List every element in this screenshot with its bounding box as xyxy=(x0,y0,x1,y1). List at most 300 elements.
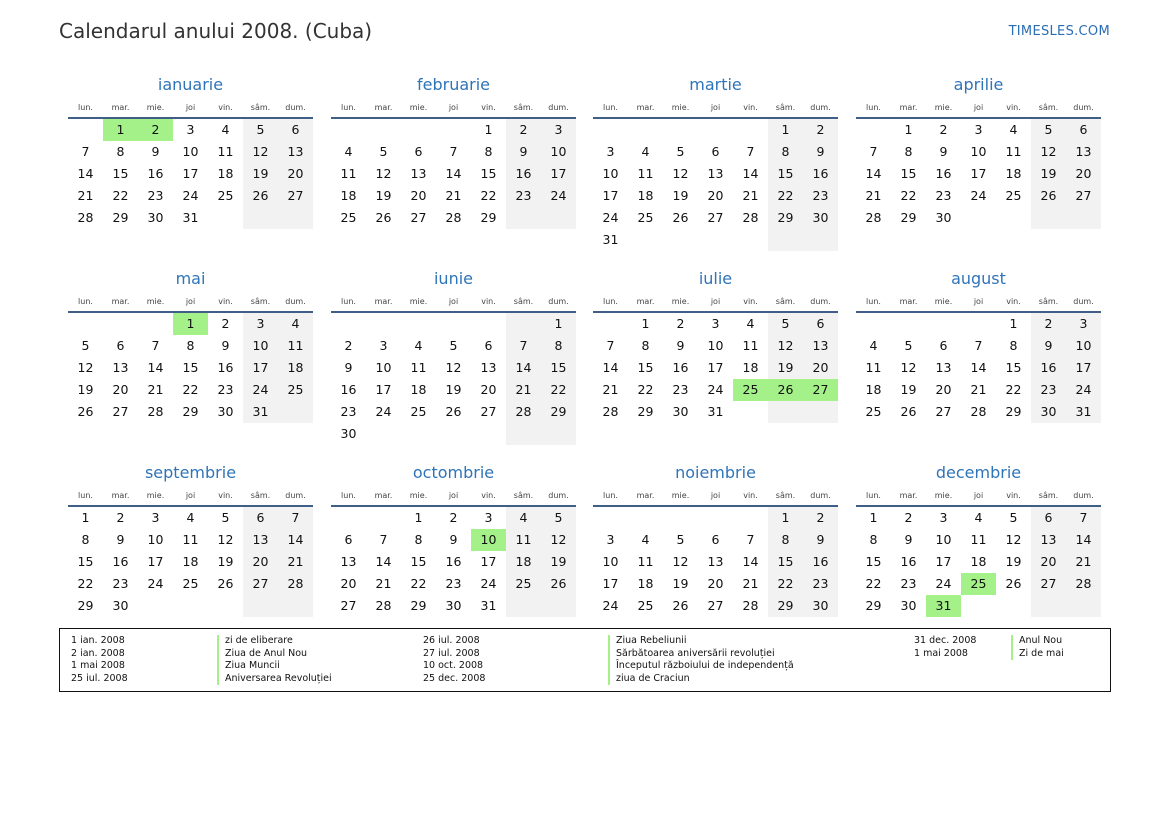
day-cell: 26 xyxy=(217,576,234,591)
empty-cell xyxy=(401,423,436,445)
brand-link[interactable]: TIMESLES.COM xyxy=(1008,24,1110,39)
day-cell: 31 xyxy=(926,595,961,617)
empty-cell xyxy=(961,313,996,335)
day-cell: 1 xyxy=(1009,316,1018,331)
day-cell: 20 xyxy=(1066,163,1101,185)
empty-cell xyxy=(401,119,436,141)
day-cell: 24 xyxy=(243,379,278,401)
day-cell: 3 xyxy=(379,338,388,353)
empty-cell xyxy=(891,313,926,335)
weekday-label: mar. xyxy=(374,103,393,112)
day-cell: 12 xyxy=(900,360,917,375)
day-cell: 21 xyxy=(375,576,392,591)
legend-entry: Aniversarea Revoluției xyxy=(217,673,332,686)
day-cell: 24 xyxy=(480,576,497,591)
weekday-label: lun. xyxy=(341,491,356,500)
day-cell: 5 xyxy=(904,338,913,353)
day-cell: 25 xyxy=(637,210,654,225)
month-septembrie xyxy=(68,462,313,617)
day-cell: 21 xyxy=(865,188,882,203)
weekday-label: dum. xyxy=(285,297,306,306)
weekday-label: mar. xyxy=(899,297,918,306)
legend-entry: Ziua Muncii xyxy=(217,660,332,673)
empty-cell xyxy=(471,423,506,445)
day-cell: 7 xyxy=(506,335,541,357)
day-cell: 9 xyxy=(151,144,160,159)
day-cell: 27 xyxy=(935,404,952,419)
day-cell: 8 xyxy=(484,144,493,159)
month-name: ianuarie xyxy=(157,75,224,94)
day-cell: 14 xyxy=(375,554,392,569)
empty-cell xyxy=(278,401,313,423)
day-cell: 11 xyxy=(865,360,882,375)
weekday-label: sâm. xyxy=(513,297,534,306)
day-cell: 17 xyxy=(182,166,199,181)
month-februarie xyxy=(331,74,576,229)
day-cell: 28 xyxy=(375,598,392,613)
weekday-label: dum. xyxy=(548,103,569,112)
weekday-label: mie. xyxy=(934,103,953,112)
day-cell: 17 xyxy=(541,163,576,185)
legend-entry: zi de eliberare xyxy=(217,635,332,648)
day-cell: 1 xyxy=(768,119,803,141)
day-grid xyxy=(68,313,313,423)
day-cell: 29 xyxy=(480,210,497,225)
day-cell: 30 xyxy=(672,404,689,419)
weekday-label: mie. xyxy=(409,491,428,500)
day-cell: 17 xyxy=(602,576,619,591)
day-cell: 10 xyxy=(182,144,199,159)
day-cell: 13 xyxy=(112,360,129,375)
empty-cell xyxy=(173,595,208,617)
day-cell: 31 xyxy=(182,210,199,225)
day-cell: 11 xyxy=(410,360,427,375)
day-cell: 16 xyxy=(672,360,689,375)
day-cell: 9 xyxy=(506,141,541,163)
day-cell: 8 xyxy=(768,141,803,163)
empty-cell xyxy=(961,595,996,617)
weekday-label: vin. xyxy=(743,297,758,306)
day-cell: 8 xyxy=(541,335,576,357)
empty-cell xyxy=(628,507,663,529)
weekday-label: mar. xyxy=(111,297,130,306)
empty-cell xyxy=(1031,595,1066,617)
day-cell: 19 xyxy=(217,554,234,569)
weekday-header xyxy=(331,489,576,503)
day-cell: 12 xyxy=(768,335,803,357)
day-cell: 5 xyxy=(221,510,230,525)
day-cell: 26 xyxy=(445,404,462,419)
day-cell: 13 xyxy=(278,141,313,163)
holiday-legend xyxy=(59,628,1111,692)
weekday-header xyxy=(593,295,838,309)
day-cell: 18 xyxy=(506,551,541,573)
empty-cell xyxy=(663,229,698,251)
day-grid xyxy=(856,119,1101,229)
day-cell: 30 xyxy=(1031,401,1066,423)
empty-cell xyxy=(138,595,173,617)
day-cell: 2 xyxy=(1031,313,1066,335)
day-cell: 11 xyxy=(278,335,313,357)
legend-entry: Zi de mai xyxy=(1011,648,1064,661)
empty-cell xyxy=(856,313,891,335)
empty-cell xyxy=(506,313,541,335)
day-cell: 29 xyxy=(637,404,654,419)
day-cell: 1 xyxy=(414,510,423,525)
day-cell: 22 xyxy=(182,382,199,397)
day-cell: 29 xyxy=(410,598,427,613)
weekday-label: mar. xyxy=(374,297,393,306)
day-cell: 4 xyxy=(641,144,650,159)
day-cell: 6 xyxy=(711,144,720,159)
month-name: aprilie xyxy=(953,75,1004,94)
day-cell: 17 xyxy=(480,554,497,569)
day-cell: 9 xyxy=(449,532,458,547)
weekday-label: vin. xyxy=(481,297,496,306)
legend-entry: ziua de Craciun xyxy=(608,673,794,686)
weekday-label: vin. xyxy=(218,103,233,112)
weekday-label: dum. xyxy=(1073,491,1094,500)
day-cell: 16 xyxy=(935,166,952,181)
day-cell: 4 xyxy=(506,507,541,529)
day-cell: 5 xyxy=(379,144,388,159)
day-cell: 25 xyxy=(865,404,882,419)
empty-cell xyxy=(768,401,803,423)
day-cell: 26 xyxy=(672,210,689,225)
weekday-header xyxy=(856,489,1101,503)
day-cell: 6 xyxy=(414,144,423,159)
day-cell: 31 xyxy=(243,401,278,423)
day-cell: 30 xyxy=(803,595,838,617)
month-august xyxy=(856,268,1101,423)
weekday-label: lun. xyxy=(78,491,93,500)
day-cell: 7 xyxy=(1066,507,1101,529)
day-grid xyxy=(856,507,1101,617)
month-mai xyxy=(68,268,313,423)
legend-entry: 25 dec. 2008 xyxy=(423,672,486,684)
day-cell: 16 xyxy=(803,551,838,573)
weekday-label: dum. xyxy=(1073,297,1094,306)
legend-dates-col-3 xyxy=(914,635,976,660)
day-cell: 23 xyxy=(340,404,357,419)
empty-cell xyxy=(698,119,733,141)
day-cell: 19 xyxy=(1005,554,1022,569)
weekday-label: joi xyxy=(448,297,459,306)
day-cell: 25 xyxy=(340,210,357,225)
day-cell: 27 xyxy=(112,404,129,419)
day-cell: 21 xyxy=(147,382,164,397)
day-cell: 29 xyxy=(768,595,803,617)
day-cell: 20 xyxy=(243,551,278,573)
day-cell: 27 xyxy=(340,598,357,613)
day-cell: 12 xyxy=(672,554,689,569)
empty-cell xyxy=(401,313,436,335)
day-cell: 28 xyxy=(147,404,164,419)
weekday-label: sâm. xyxy=(775,491,796,500)
day-cell: 10 xyxy=(375,360,392,375)
day-cell: 1 xyxy=(904,122,913,137)
weekday-label: lun. xyxy=(866,297,881,306)
empty-cell xyxy=(243,207,278,229)
day-grid xyxy=(856,313,1101,423)
weekday-label: mar. xyxy=(111,103,130,112)
weekday-label: mie. xyxy=(671,297,690,306)
empty-cell xyxy=(208,207,243,229)
empty-cell xyxy=(68,313,103,335)
weekday-label: joi xyxy=(973,297,984,306)
day-cell: 8 xyxy=(904,144,913,159)
day-cell: 11 xyxy=(340,166,357,181)
day-cell: 24 xyxy=(602,210,619,225)
day-cell: 12 xyxy=(243,141,278,163)
day-cell: 30 xyxy=(935,210,952,225)
day-cell: 22 xyxy=(900,188,917,203)
weekday-label: vin. xyxy=(218,491,233,500)
empty-cell xyxy=(506,423,541,445)
weekday-label: mie. xyxy=(409,103,428,112)
day-cell: 5 xyxy=(1031,119,1066,141)
day-cell: 9 xyxy=(939,144,948,159)
legend-entry: 27 iul. 2008 xyxy=(423,647,480,659)
weekday-label: mie. xyxy=(409,297,428,306)
weekday-label: mie. xyxy=(671,103,690,112)
day-cell: 19 xyxy=(1031,163,1066,185)
day-cell: 10 xyxy=(147,532,164,547)
empty-cell xyxy=(506,595,541,617)
weekday-label: sâm. xyxy=(1038,297,1059,306)
day-grid xyxy=(68,119,313,229)
day-cell: 4 xyxy=(974,510,983,525)
day-grid xyxy=(331,313,576,445)
weekday-label: lun. xyxy=(341,103,356,112)
month-martie xyxy=(593,74,838,251)
day-cell: 23 xyxy=(217,382,234,397)
day-cell: 13 xyxy=(243,529,278,551)
empty-cell xyxy=(593,507,628,529)
day-cell: 15 xyxy=(77,554,94,569)
empty-cell xyxy=(506,207,541,229)
empty-cell xyxy=(733,119,768,141)
empty-cell xyxy=(366,313,401,335)
day-cell: 21 xyxy=(970,382,987,397)
day-cell: 28 xyxy=(278,573,313,595)
weekday-label: lun. xyxy=(603,297,618,306)
day-cell: 24 xyxy=(147,576,164,591)
month-iulie xyxy=(593,268,838,423)
day-cell: 4 xyxy=(641,532,650,547)
day-cell: 4 xyxy=(1009,122,1018,137)
day-cell: 25 xyxy=(961,573,996,595)
empty-cell xyxy=(541,595,576,617)
month-name: decembrie xyxy=(935,463,1022,482)
day-cell: 17 xyxy=(375,382,392,397)
day-cell: 13 xyxy=(410,166,427,181)
day-cell: 18 xyxy=(340,188,357,203)
month-name: octombrie xyxy=(412,463,495,482)
day-cell: 10 xyxy=(541,141,576,163)
day-cell: 4 xyxy=(278,313,313,335)
weekday-label: lun. xyxy=(866,491,881,500)
day-cell: 11 xyxy=(217,144,234,159)
day-cell: 1 xyxy=(869,510,878,525)
weekday-label: mie. xyxy=(146,103,165,112)
weekday-label: lun. xyxy=(78,103,93,112)
weekday-label: mie. xyxy=(146,297,165,306)
day-cell: 30 xyxy=(112,598,129,613)
weekday-label: lun. xyxy=(603,103,618,112)
empty-cell xyxy=(366,423,401,445)
day-cell: 17 xyxy=(1066,357,1101,379)
day-cell: 14 xyxy=(742,554,759,569)
empty-cell xyxy=(926,313,961,335)
day-cell: 5 xyxy=(449,338,458,353)
day-cell: 24 xyxy=(375,404,392,419)
empty-cell xyxy=(733,401,768,423)
day-cell: 25 xyxy=(410,404,427,419)
day-cell: 3 xyxy=(939,510,948,525)
day-cell: 27 xyxy=(707,598,724,613)
empty-cell xyxy=(436,119,471,141)
empty-cell xyxy=(138,313,173,335)
day-cell: 31 xyxy=(602,232,619,247)
day-cell: 3 xyxy=(243,313,278,335)
empty-cell xyxy=(628,229,663,251)
weekday-label: sâm. xyxy=(775,297,796,306)
day-cell: 3 xyxy=(151,510,160,525)
legend-dates-col-2 xyxy=(423,635,485,685)
day-cell: 25 xyxy=(1005,188,1022,203)
day-cell: 30 xyxy=(900,598,917,613)
weekday-label: sâm. xyxy=(775,103,796,112)
day-cell: 12 xyxy=(1005,532,1022,547)
legend-entry: Anul Nou xyxy=(1011,635,1064,648)
day-cell: 24 xyxy=(541,185,576,207)
legend-entry: Sărbătoarea aniversării revoluției xyxy=(608,648,794,661)
empty-cell xyxy=(208,595,243,617)
legend-names-col-2 xyxy=(608,635,794,685)
empty-cell xyxy=(471,313,506,335)
weekday-label: mie. xyxy=(671,491,690,500)
day-cell: 14 xyxy=(1066,529,1101,551)
weekday-label: mar. xyxy=(899,103,918,112)
day-cell: 6 xyxy=(278,119,313,141)
day-cell: 12 xyxy=(77,360,94,375)
weekday-label: joi xyxy=(710,103,721,112)
day-cell: 22 xyxy=(480,188,497,203)
weekday-label: dum. xyxy=(810,297,831,306)
day-cell: 7 xyxy=(151,338,160,353)
empty-cell xyxy=(243,595,278,617)
day-cell: 24 xyxy=(602,598,619,613)
day-cell: 25 xyxy=(217,188,234,203)
weekday-header xyxy=(68,489,313,503)
day-grid xyxy=(331,507,576,617)
day-cell: 27 xyxy=(278,185,313,207)
day-cell: 9 xyxy=(1031,335,1066,357)
day-cell: 16 xyxy=(506,163,541,185)
day-cell: 1 xyxy=(173,313,208,335)
legend-entry: 10 oct. 2008 xyxy=(423,660,484,671)
day-cell: 27 xyxy=(803,379,838,401)
legend-names-col-1 xyxy=(217,635,332,685)
day-cell: 20 xyxy=(112,382,129,397)
day-cell: 4 xyxy=(186,510,195,525)
day-cell: 4 xyxy=(746,316,755,331)
day-cell: 18 xyxy=(278,357,313,379)
day-cell: 9 xyxy=(116,532,125,547)
day-grid xyxy=(593,313,838,423)
day-cell: 28 xyxy=(602,404,619,419)
weekday-label: joi xyxy=(973,491,984,500)
day-cell: 21 xyxy=(506,379,541,401)
empty-cell xyxy=(366,507,401,529)
empty-cell xyxy=(663,507,698,529)
empty-cell xyxy=(1031,207,1066,229)
day-cell: 18 xyxy=(637,576,654,591)
day-cell: 29 xyxy=(900,210,917,225)
day-cell: 16 xyxy=(112,554,129,569)
empty-cell xyxy=(768,229,803,251)
day-cell: 1 xyxy=(641,316,650,331)
month-name: noiembrie xyxy=(675,463,756,482)
day-cell: 13 xyxy=(340,554,357,569)
day-cell: 25 xyxy=(733,379,768,401)
day-cell: 2 xyxy=(939,122,948,137)
day-cell: 8 xyxy=(1009,338,1018,353)
day-cell: 20 xyxy=(480,382,497,397)
day-cell: 15 xyxy=(900,166,917,181)
empty-cell xyxy=(68,119,103,141)
day-cell: 14 xyxy=(970,360,987,375)
day-cell: 27 xyxy=(410,210,427,225)
day-cell: 16 xyxy=(1031,357,1066,379)
day-cell: 28 xyxy=(506,401,541,423)
day-cell: 24 xyxy=(182,188,199,203)
day-cell: 9 xyxy=(344,360,353,375)
day-cell: 7 xyxy=(869,144,878,159)
legend-entry: 1 ian. 2008 xyxy=(71,635,125,646)
day-cell: 20 xyxy=(935,382,952,397)
day-cell: 20 xyxy=(1031,551,1066,573)
legend-entry: 2 ian. 2008 xyxy=(71,647,125,659)
day-cell: 27 xyxy=(1066,185,1101,207)
empty-cell xyxy=(541,207,576,229)
day-grid xyxy=(68,507,313,617)
day-cell: 16 xyxy=(147,166,164,181)
day-cell: 18 xyxy=(217,166,234,181)
empty-cell xyxy=(436,423,471,445)
day-cell: 22 xyxy=(541,379,576,401)
legend-entry: Începutul războiului de independență xyxy=(608,660,794,673)
day-cell: 10 xyxy=(935,532,952,547)
day-cell: 7 xyxy=(606,338,615,353)
day-cell: 19 xyxy=(672,576,689,591)
day-cell: 14 xyxy=(742,166,759,181)
weekday-label: mie. xyxy=(934,491,953,500)
day-cell: 22 xyxy=(77,576,94,591)
weekday-label: dum. xyxy=(810,103,831,112)
legend-dates-col-1 xyxy=(71,635,128,685)
day-cell: 19 xyxy=(243,163,278,185)
day-cell: 15 xyxy=(112,166,129,181)
day-cell: 19 xyxy=(768,357,803,379)
day-cell: 23 xyxy=(803,185,838,207)
day-cell: 3 xyxy=(711,316,720,331)
day-cell: 10 xyxy=(970,144,987,159)
month-octombrie xyxy=(331,462,576,617)
empty-cell xyxy=(663,119,698,141)
day-cell: 18 xyxy=(865,382,882,397)
